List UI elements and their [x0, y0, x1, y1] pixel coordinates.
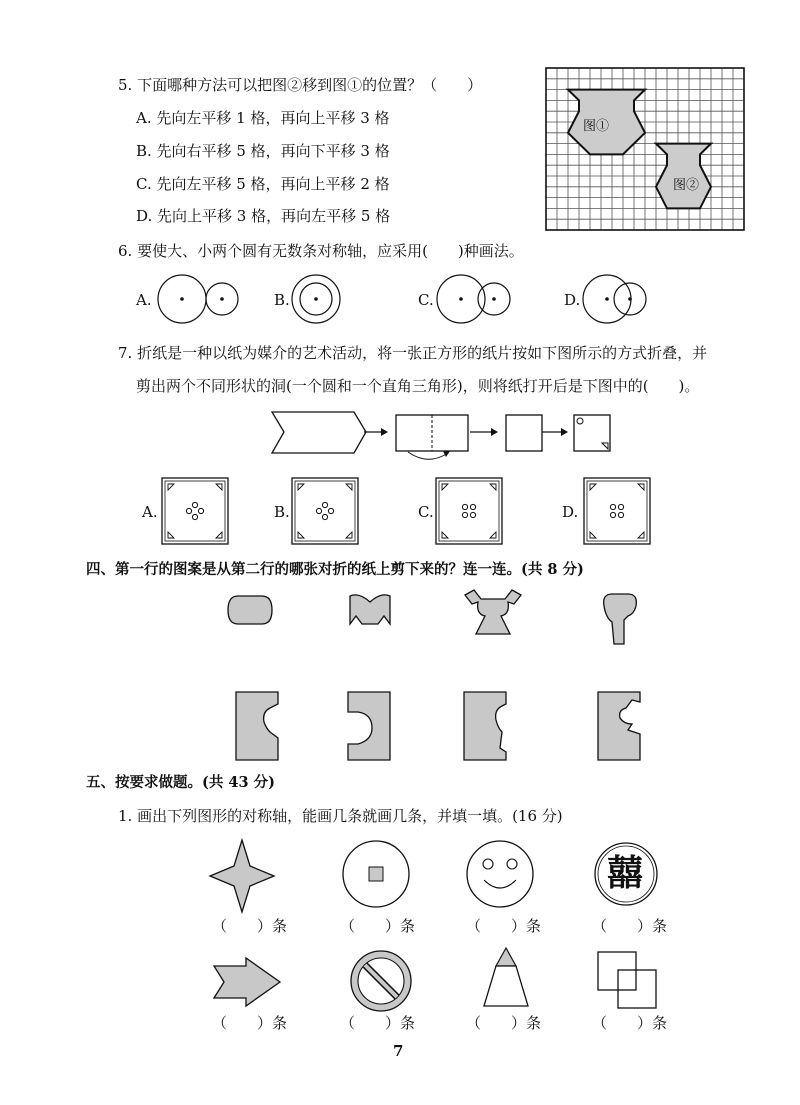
- q5-stem: 5. 下面哪种方法可以把图②移到图①的位置？（ ）: [118, 76, 483, 94]
- q7-letter-c[interactable]: C.: [418, 503, 434, 521]
- q7-folding-steps: [272, 410, 616, 470]
- blank-circle-square[interactable]: （ ）条: [340, 917, 416, 935]
- s5-q1-stem: 1. 画出下列图形的对称轴，能画几条就画几条，并填一填。(16 分): [118, 807, 563, 825]
- q5-option-d[interactable]: D. 先向上平移 3 格，再向左平移 5 格: [136, 207, 391, 225]
- pencil-tip-shape: [480, 946, 532, 1010]
- folded-paper-4[interactable]: [596, 690, 642, 762]
- four-point-star: [208, 838, 276, 914]
- cut-shape-m[interactable]: [348, 590, 392, 630]
- folded-paper-3[interactable]: [462, 690, 508, 762]
- section-4-heading: 四、第一行的图案是从第二行的哪张对折的纸上剪下来的？连一连。(共 8 分): [86, 561, 584, 578]
- q5-option-a[interactable]: A. 先向左平移 1 格，再向上平移 3 格: [136, 109, 390, 127]
- double-happiness-char: 囍: [607, 852, 644, 894]
- q6-letter-b[interactable]: B.: [274, 291, 290, 309]
- cut-shape-figure[interactable]: [462, 590, 524, 640]
- q7-option-a-square: [160, 476, 230, 546]
- folded-paper-1[interactable]: [234, 690, 280, 762]
- cut-shape-mushroom[interactable]: [600, 590, 640, 650]
- q7-letter-d[interactable]: D.: [562, 503, 579, 521]
- q6-letter-a[interactable]: A.: [136, 291, 152, 309]
- q5-label-figure2: 图②: [673, 178, 700, 193]
- blank-no-entry[interactable]: （ ）条: [340, 1014, 416, 1032]
- overlapping-squares: [594, 950, 662, 1012]
- no-entry-sign: [348, 948, 414, 1014]
- q6-option-d-circles: [580, 274, 660, 326]
- q6-stem: 6. 要使大、小两个圆有无数条对称轴，应采用( )种画法。: [118, 242, 524, 260]
- q7-option-c-square: [434, 476, 504, 546]
- q5-label-figure1: 图①: [583, 119, 610, 134]
- q6-letter-d[interactable]: D.: [564, 291, 581, 309]
- blank-double-happiness[interactable]: （ ）条: [592, 917, 668, 935]
- q7-line1: 7. 折纸是一种以纸为媒介的艺术活动，将一张正方形的纸片按如下图所示的方式折叠，并: [118, 344, 708, 362]
- q7-option-b-square: [290, 476, 360, 546]
- smiley-face: [464, 838, 536, 910]
- q5-option-b[interactable]: B. 先向右平移 5 格，再向下平移 3 格: [136, 142, 390, 160]
- q5-option-c[interactable]: C. 先向左平移 5 格，再向上平移 2 格: [136, 175, 390, 193]
- blank-smiley[interactable]: （ ）条: [466, 917, 542, 935]
- blank-pencil[interactable]: （ ）条: [466, 1014, 542, 1032]
- q7-letter-b[interactable]: B.: [274, 503, 290, 521]
- cut-shape-rounded[interactable]: [226, 590, 274, 630]
- arrow-shape: [212, 956, 284, 1008]
- q6-letter-c[interactable]: C.: [418, 291, 434, 309]
- section-5-heading: 五、按要求做题。(共 43 分): [86, 774, 275, 791]
- q7-line2: 剪出两个不同形状的洞(一个圆和一个直角三角形)，则将纸打开后是下图中的( )。: [136, 377, 700, 395]
- blank-star[interactable]: （ ）条: [212, 917, 288, 935]
- folded-paper-2[interactable]: [346, 690, 392, 762]
- blank-overlapping-squares[interactable]: （ ）条: [592, 1014, 668, 1032]
- page-number: 7: [393, 1042, 404, 1060]
- q7-option-d-square: [582, 476, 652, 546]
- q5-grid-figure: [546, 68, 746, 232]
- q7-letter-a[interactable]: A.: [142, 503, 158, 521]
- q6-option-c-circles: [434, 274, 524, 326]
- q6-option-a-circles: [155, 274, 245, 326]
- blank-arrow[interactable]: （ ）条: [212, 1014, 288, 1032]
- q6-option-b-circles: [290, 274, 344, 326]
- circle-with-square: [340, 838, 412, 910]
